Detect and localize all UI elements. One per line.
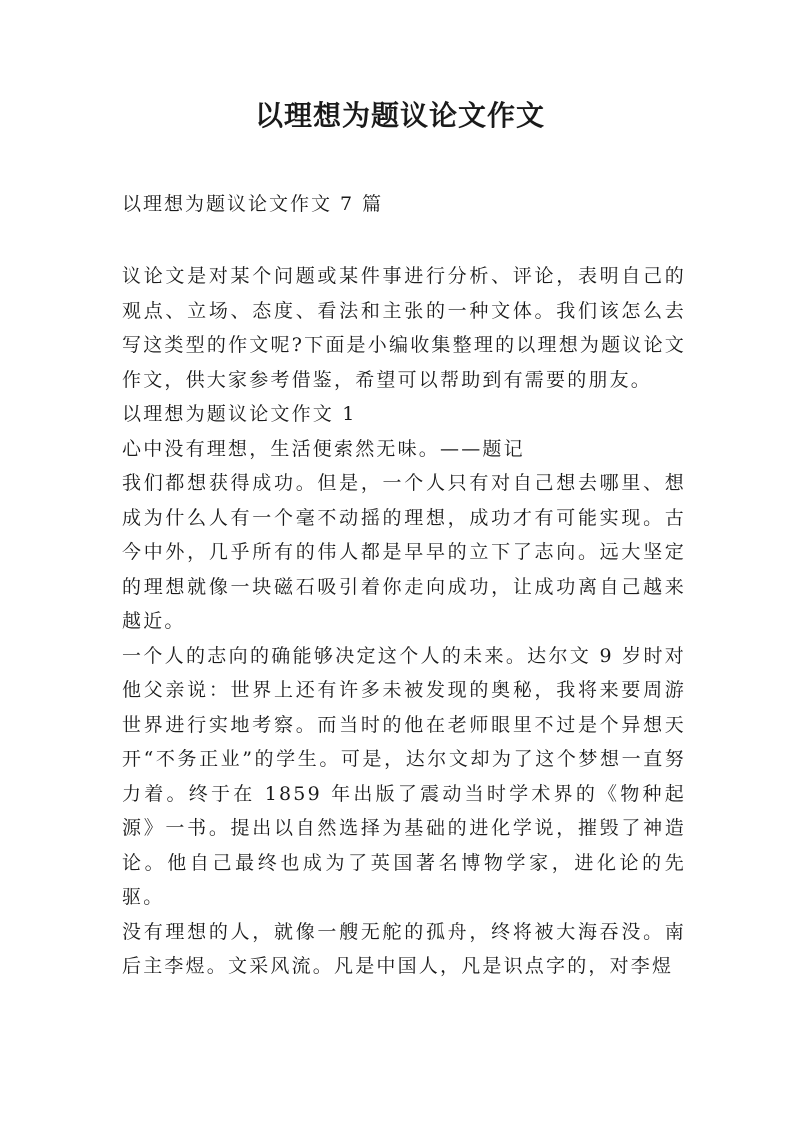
body-paragraph: 一个人的志向的确能够决定这个人的未来。达尔文 9 岁时对他父亲说：世界上还有许多未被发现的奥秘，我将来要周游世界进行实地考察。而当时的他在老师眼里不过是个异想天开“不务正业”的学生。可是，达尔文却为了这个梦想一直努力着。终于在 1859 年出版了震动当时学术界的《物种起源》一书。提出以自然选择为基础的进化学说，摧毁了神造论。他自己最终也成为了英国著名博物学家，进化论的先驱。 — [122, 644, 686, 908]
document-subtitle: 以理想为题议论文作文 7 篇 — [122, 193, 384, 215]
essay-heading: 以理想为题议论文作文 1 — [122, 403, 357, 425]
epigraph-paragraph: 心中没有理想，生活便索然无味。——题记 — [122, 437, 525, 460]
body-paragraph: 我们都想获得成功。但是，一个人只有对自己想去哪里、想成为什么人有一个毫不动摇的理想，成功才有可能实现。古今中外，几乎所有的伟人都是早早的立下了志向。远大坚定的理想就像一块磁石吸引着你走向成功，让成功离自己越来越近。 — [122, 472, 686, 632]
document-title: 以理想为题议论文作文 — [254, 99, 545, 132]
body-paragraph: 没有理想的人，就像一艘无舵的孤舟，终将被大海吞没。南后主李煜。文采风流。凡是中国人，凡是识点字的，对李煜 — [122, 920, 686, 977]
document-body — [122, 259, 686, 984]
intro-paragraph: 议论文是对某个问题或某件事进行分析、评论，表明自己的观点、立场、态度、看法和主张的一种文体。我们该怎么去写这类型的作文呢?下面是小编收集整理的以理想为题议论文作文，供大家参考借鉴，希望可以帮助到有需要的朋友。 — [122, 265, 686, 391]
